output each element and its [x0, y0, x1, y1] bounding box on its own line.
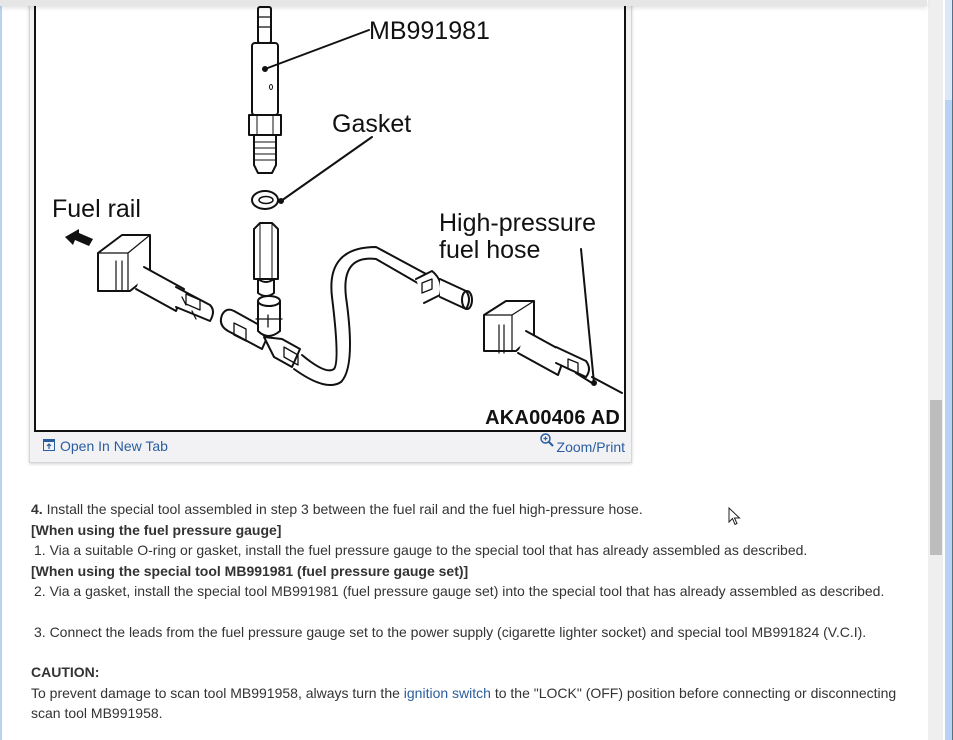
- subheading-fuel-pressure-gauge: [When using the fuel pressure gauge]: [31, 521, 282, 538]
- diagram-image: [34, 0, 626, 432]
- s-bend-hose-drawing: [294, 247, 472, 385]
- caution-text-before: To prevent damage to scan tool MB991958, always turn the: [31, 684, 404, 701]
- label-gasket: Gasket: [332, 110, 412, 138]
- page-scrollbar[interactable]: [928, 0, 943, 740]
- step-text: Install the special tool assembled in step 3 between the fuel rail and the fuel high-pressure hose.: [42, 501, 643, 517]
- window-right-edge: [945, 0, 953, 740]
- ignition-switch-link[interactable]: ignition switch: [403, 684, 491, 701]
- scrollbar-thumb[interactable]: [930, 400, 942, 555]
- substep-1: 1. Via a suitable O-ring or gasket, install the fuel pressure gauge to the special tool that has already assembled as described.: [34, 542, 808, 558]
- tee-junction-drawing: [221, 296, 300, 367]
- left-connector-drawing: [98, 235, 213, 321]
- mb991981-tool-drawing: [249, 0, 281, 173]
- zoom-print-label: Zoom/Print: [556, 438, 625, 455]
- right-connector-drawing: [484, 301, 622, 393]
- label-fuel-rail: Fuel rail: [52, 195, 141, 223]
- figure-card: [29, 0, 632, 463]
- zoom-print-link[interactable]: [540, 433, 625, 455]
- hex-adapter-drawing: [254, 223, 278, 296]
- step-4: [31, 499, 921, 520]
- leader-line-tool: [265, 30, 369, 69]
- figure-footer: [30, 436, 631, 460]
- open-in-new-tab-link[interactable]: [43, 438, 168, 454]
- substep-3: 3. Connect the leads from the fuel pressure gauge set to the power supply (cigarette lighter socket) and special tool MB991824 (V.C.I).: [34, 623, 867, 640]
- substep-2: 2. Via a gasket, install the special tool MB991981 (fuel pressure gauge set) into the special tool that has already assembled as described.: [34, 583, 885, 599]
- fuel-rail-arrow: [65, 229, 93, 246]
- subheading-special-tool: [When using the special tool MB991981 (fuel pressure gauge set)]: [31, 562, 469, 579]
- label-fuel-hose: fuel hose: [439, 236, 541, 264]
- leader-line-gasket: [281, 137, 372, 201]
- caution-text-after: to the "LOCK" (OFF) position before connecting or disconnecting scan tool MB991958.: [31, 684, 897, 721]
- zoom-in-icon: [540, 433, 554, 450]
- diagram-code: AKA00406 AD: [485, 407, 620, 429]
- top-header-bar: [0, 0, 927, 6]
- gasket-drawing: [252, 191, 278, 209]
- label-mb991981: MB991981: [369, 17, 490, 45]
- window-left-edge: [0, 0, 2, 740]
- caution-title: CAUTION:: [31, 664, 100, 680]
- open-in-new-tab-label: Open In New Tab: [60, 438, 168, 454]
- procedure-content: [31, 499, 921, 724]
- caution-text: [31, 683, 921, 724]
- open-new-tab-icon: [43, 438, 55, 454]
- mouse-cursor-icon: [728, 507, 742, 527]
- label-high-pressure: High-pressure: [439, 209, 597, 237]
- step-number: 4.: [31, 501, 43, 517]
